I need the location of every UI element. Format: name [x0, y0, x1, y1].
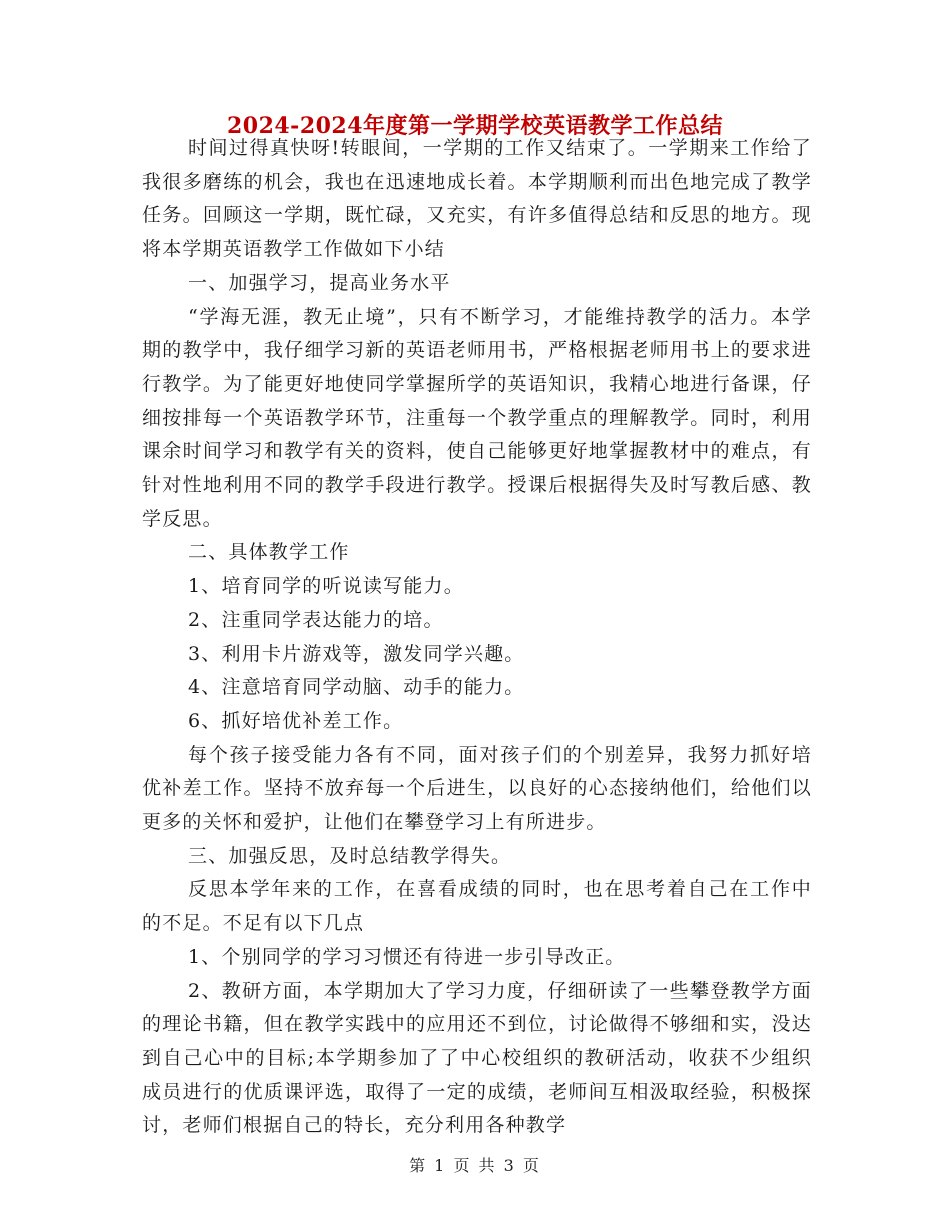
list-item: 3、利用卡片游戏等，激发同学兴趣。: [188, 642, 525, 665]
paragraph-reflection: 反思本学年来的工作，在喜看成绩的同时，也在思考着自己在工作中的不足。不足有以下几点: [142, 878, 812, 935]
heading-section-1: 一、加强学习，提高业务水平: [188, 271, 451, 294]
heading-section-3: 三、加强反思，及时总结教学得失。: [188, 844, 512, 867]
list-item: 1、个别同学的学习习惯还有待进一步引导改正。: [188, 945, 626, 968]
list-item: 2、注重同学表达能力的培。: [188, 608, 444, 631]
page-number-footer: 第 1 页 共 3 页: [409, 1156, 541, 1175]
paragraph-intro: 时间过得真快呀!转眼间，一学期的工作又结束了。一学期来工作给了我很多磨练的机会，我也在迅速地成长着。本学期顺利而出色地完成了教学任务。回顾这一学期，既忙碌，又充实，有许多值得总结和反思的地方。现将本学期英语教学工作做如下小结: [142, 137, 812, 261]
list-item: 6、抓好培优补差工作。: [188, 709, 404, 732]
list-item: 2、教研方面，本学期加大了学习力度，仔细研读了一些攀登教学方面的理论书籍，但在教学实践中的应用还不到位，讨论做得不够细和实，没达到自己心中的目标;本学期参加了了中心校组织的教研活动，收获不少组织成员进行的优质课评选，取得了一定的成绩，老师间互相汲取经验，积极探讨，老师们根据自己的特长，充分利用各种教学: [142, 979, 812, 1137]
list-item: 1、培育同学的听说读写能力。: [188, 575, 464, 598]
document-title: 2024-2024年度第一学期学校英语教学工作总结: [226, 113, 724, 139]
heading-section-2: 二、具体教学工作: [188, 541, 350, 564]
document-body: [142, 132, 812, 1143]
paragraph-tutoring: 每个孩子接受能力各有不同，面对孩子们的个别差异，我努力抓好培优补差工作。坚持不放弃每一个后进生，以良好的心态接纳他们，给他们以更多的关怀和爱护，让他们在攀登学习上有所进步。: [142, 743, 812, 834]
paragraph-section-1: “学海无涯，教无止境”，只有不断学习，才能维持教学的活力。本学期的教学中，我仔细学习新的英语老师用书，严格根据老师用书上的要求进行教学。为了能更好地使同学掌握所学的英语知识，我精心地进行备课，仔细按排每一个英语教学环节，注重每一个教学重点的理解教学。同时，利用课余时间学习和教学有关的资料，使自己能够更好地掌握教材中的难点，有针对性地利用不同的教学手段进行教学。授课后根据得失及时写教后感、教学反思。: [142, 305, 812, 530]
list-item: 4、注意培育同学动脑、动手的能力。: [188, 676, 525, 699]
